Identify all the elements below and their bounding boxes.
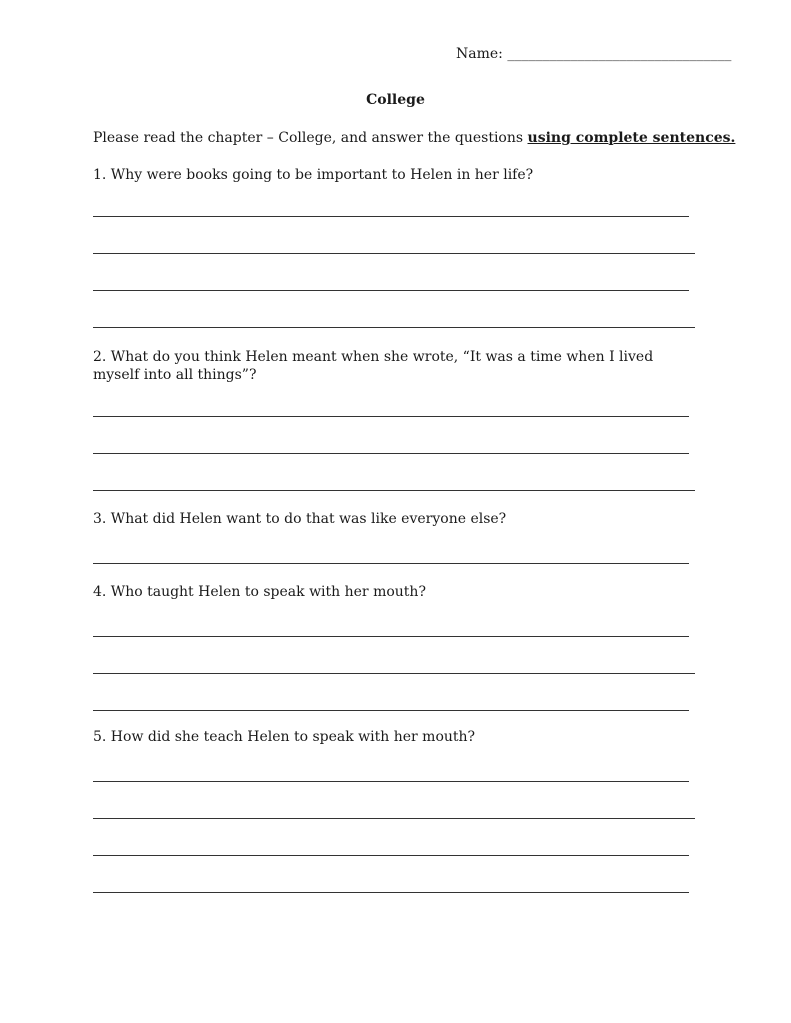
answer-line[interactable] xyxy=(93,490,695,491)
answer-line[interactable] xyxy=(93,855,689,856)
answer-line[interactable] xyxy=(93,327,695,328)
question-1: 1. Why were books going to be important to Helen in her life? xyxy=(93,167,534,183)
question-3: 3. What did Helen want to do that was like everyone else? xyxy=(93,511,507,527)
answer-line[interactable] xyxy=(93,636,689,637)
worksheet-title: College xyxy=(366,92,425,108)
answer-line[interactable] xyxy=(93,453,689,454)
answer-line[interactable] xyxy=(93,253,695,254)
instructions-emphasis: using complete sentences. xyxy=(527,130,736,146)
answer-line[interactable] xyxy=(93,563,689,564)
answer-line[interactable] xyxy=(93,818,695,819)
instructions-text: Please read the chapter – College, and answer the questions xyxy=(93,130,528,146)
answer-line[interactable] xyxy=(93,781,689,782)
answer-line[interactable] xyxy=(93,673,695,674)
instructions xyxy=(93,130,735,146)
answer-line[interactable] xyxy=(93,216,689,217)
answer-line[interactable] xyxy=(93,710,689,711)
question-2: 2. What do you think Helen meant when she wrote, “It was a time when I lived myself into all things”? xyxy=(93,349,654,383)
question-4: 4. Who taught Helen to speak with her mouth? xyxy=(93,584,426,600)
question-5: 5. How did she teach Helen to speak with her mouth? xyxy=(93,729,476,745)
answer-line[interactable] xyxy=(93,290,689,291)
answer-line[interactable] xyxy=(93,892,689,893)
answer-line[interactable] xyxy=(93,416,689,417)
name-field-label[interactable]: Name: ________________________________ xyxy=(456,46,732,62)
